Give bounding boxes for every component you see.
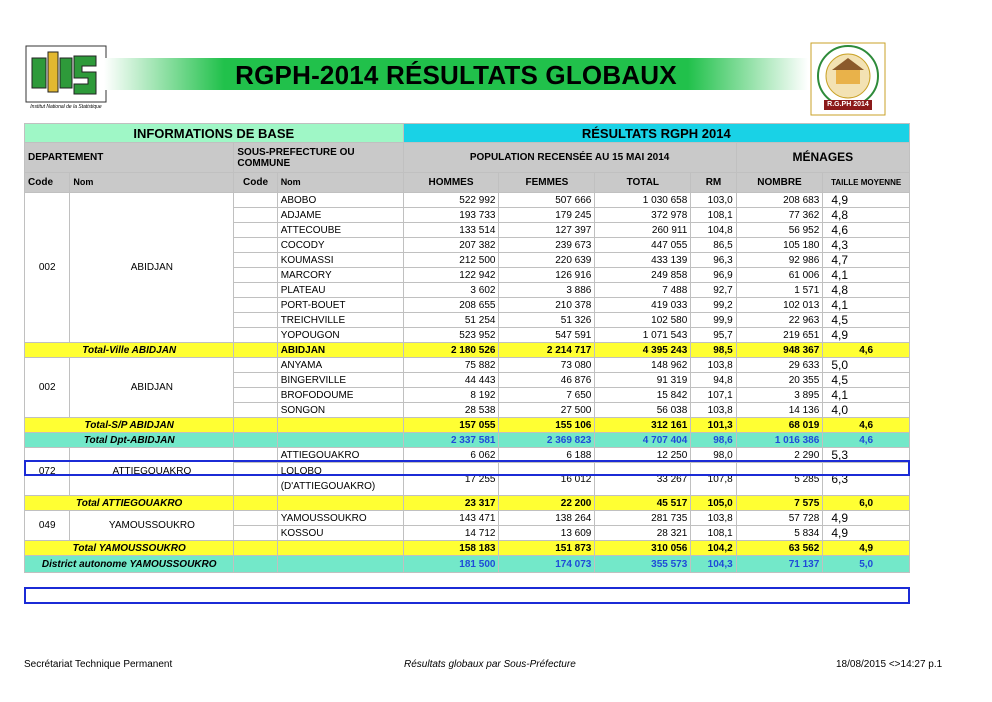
- footer-right: 18/08/2015 <>14:27 p.1: [836, 659, 943, 670]
- sp-nom: KOSSOU: [277, 526, 403, 541]
- femmes-cell: 2 369 823: [499, 433, 595, 448]
- femmes-cell: 126 916: [499, 268, 595, 283]
- sp-nom: TREICHVILLE: [277, 313, 403, 328]
- femmes-cell: 2 214 717: [499, 343, 595, 358]
- table-row: [25, 511, 910, 526]
- hommes-cell: 212 500: [403, 253, 499, 268]
- rm-cell: 107,8: [691, 463, 736, 496]
- sp-nom: MARCORY: [277, 268, 403, 283]
- femmes-cell: 73 080: [499, 358, 595, 373]
- rm-cell: 96,9: [691, 268, 736, 283]
- hommes-cell: 133 514: [403, 223, 499, 238]
- hdr-hommes: HOMMES: [403, 173, 499, 193]
- rm-cell: 103,8: [691, 511, 736, 526]
- hommes-cell: 208 655: [403, 298, 499, 313]
- hdr-rm: RM: [691, 173, 736, 193]
- sp-nom: COCODY: [277, 238, 403, 253]
- total-cell: 312 161: [595, 418, 691, 433]
- hommes-cell: 207 382: [403, 238, 499, 253]
- taille-cell: 4,6: [823, 418, 910, 433]
- rm-cell: 86,5: [691, 238, 736, 253]
- femmes-cell: 3 886: [499, 283, 595, 298]
- sp-nom: YAMOUSSOUKRO: [277, 511, 403, 526]
- femmes-cell: 138 264: [499, 511, 595, 526]
- sp-code: [234, 556, 277, 573]
- femmes-cell: 155 106: [499, 418, 595, 433]
- nombre-cell: 22 963: [736, 313, 823, 328]
- hommes-cell: 44 443: [403, 373, 499, 388]
- hdr-nom: Nom: [70, 173, 234, 193]
- femmes-cell: 7 650: [499, 388, 595, 403]
- nombre-cell: 102 013: [736, 298, 823, 313]
- nombre-cell: 61 006: [736, 268, 823, 283]
- nombre-cell: 3 895: [736, 388, 823, 403]
- taille-cell: 6,3: [823, 463, 910, 496]
- hommes-cell: 2 337 581: [403, 433, 499, 448]
- rgph-logo: [810, 42, 886, 116]
- sp-nom: ATTIEGOUAKRO: [277, 448, 403, 463]
- total-cell: 148 962: [595, 358, 691, 373]
- nombre-cell: 105 180: [736, 238, 823, 253]
- sp-code: [234, 388, 277, 403]
- total-row: [25, 418, 910, 433]
- sp-nom: ATTECOUBE: [277, 223, 403, 238]
- taille-cell: 4,3: [823, 238, 910, 253]
- nombre-cell: 71 137: [736, 556, 823, 573]
- hommes-cell: 14 712: [403, 526, 499, 541]
- sp-nom: [277, 541, 403, 556]
- nombre-cell: 948 367: [736, 343, 823, 358]
- rm-cell: 104,2: [691, 541, 736, 556]
- rm-cell: 104,3: [691, 556, 736, 573]
- hommes-cell: 75 882: [403, 358, 499, 373]
- nombre-cell: 5 285: [736, 463, 823, 496]
- hdr-taille: TAILLE MOYENNE: [823, 173, 910, 193]
- total-cell: 419 033: [595, 298, 691, 313]
- femmes-cell: 220 639: [499, 253, 595, 268]
- sp-code: [234, 283, 277, 298]
- rm-cell: 95,7: [691, 328, 736, 343]
- sp-nom: PLATEAU: [277, 283, 403, 298]
- nombre-cell: 208 683: [736, 193, 823, 208]
- total-cell: 310 056: [595, 541, 691, 556]
- total-cell: 1 071 543: [595, 328, 691, 343]
- total-cell: 372 978: [595, 208, 691, 223]
- femmes-cell: 547 591: [499, 328, 595, 343]
- nombre-cell: 7 575: [736, 496, 823, 511]
- hommes-cell: 122 942: [403, 268, 499, 283]
- sp-code: [234, 328, 277, 343]
- nombre-cell: 29 633: [736, 358, 823, 373]
- total-cell: 45 517: [595, 496, 691, 511]
- dept-nom: ATTIEGOUAKRO: [70, 448, 234, 496]
- rm-cell: 103,8: [691, 403, 736, 418]
- rm-cell: 96,3: [691, 253, 736, 268]
- total-label: Total YAMOUSSOUKRO: [25, 541, 234, 556]
- total-cell: 447 055: [595, 238, 691, 253]
- nombre-cell: 77 362: [736, 208, 823, 223]
- dept-nom: YAMOUSSOUKRO: [70, 511, 234, 541]
- sp-nom: [277, 433, 403, 448]
- rm-cell: 99,2: [691, 298, 736, 313]
- total-cell: 1 030 658: [595, 193, 691, 208]
- sp-nom: ABOBO: [277, 193, 403, 208]
- total-row: [25, 496, 910, 511]
- sp-nom: ADJAME: [277, 208, 403, 223]
- femmes-cell: 127 397: [499, 223, 595, 238]
- dept-code: 002: [25, 193, 70, 343]
- nombre-cell: 92 986: [736, 253, 823, 268]
- hommes-cell: 28 538: [403, 403, 499, 418]
- total-cell: 4 395 243: [595, 343, 691, 358]
- total-cell: 433 139: [595, 253, 691, 268]
- hommes-cell: 23 317: [403, 496, 499, 511]
- total-cell: 260 911: [595, 223, 691, 238]
- femmes-cell: 239 673: [499, 238, 595, 253]
- femmes-cell: 51 326: [499, 313, 595, 328]
- hommes-cell: 181 500: [403, 556, 499, 573]
- rm-cell: 108,1: [691, 526, 736, 541]
- total-cell: 56 038: [595, 403, 691, 418]
- rgph-logo-label: R.G.PH 2014: [827, 101, 869, 108]
- table-row: [25, 358, 910, 373]
- taille-cell: 4,9: [823, 541, 910, 556]
- taille-cell: 5,3: [823, 448, 910, 463]
- nombre-cell: 63 562: [736, 541, 823, 556]
- hommes-cell: 158 183: [403, 541, 499, 556]
- band-informations: INFORMATIONS DE BASE: [25, 124, 404, 143]
- rm-cell: 92,7: [691, 283, 736, 298]
- total-row: [25, 343, 910, 358]
- ins-logo: [24, 44, 108, 116]
- sp-code: [234, 358, 277, 373]
- rm-cell: 94,8: [691, 373, 736, 388]
- sp-nom: [277, 418, 403, 433]
- total-cell: 15 842: [595, 388, 691, 403]
- nombre-cell: 68 019: [736, 418, 823, 433]
- taille-cell: 4,6: [823, 433, 910, 448]
- sp-code: [234, 223, 277, 238]
- total-cell: 249 858: [595, 268, 691, 283]
- sp-code: [234, 343, 277, 358]
- total-label: Total Dpt-ABIDJAN: [25, 433, 234, 448]
- hommes-cell: 143 471: [403, 511, 499, 526]
- sp-nom: BINGERVILLE: [277, 373, 403, 388]
- rm-cell: 105,0: [691, 496, 736, 511]
- sp-nom: SONGON: [277, 403, 403, 418]
- total-label: Total ATTIEGOUAKRO: [25, 496, 234, 511]
- total-cell: 91 319: [595, 373, 691, 388]
- total-cell: 102 580: [595, 313, 691, 328]
- sp-code: [234, 253, 277, 268]
- page-title: RGPH-2014 RÉSULTATS GLOBAUX: [235, 60, 677, 90]
- hommes-cell: 522 992: [403, 193, 499, 208]
- sp-code: [234, 193, 277, 208]
- total-cell: 12 250: [595, 448, 691, 463]
- hommes-cell: 17 255: [403, 463, 499, 496]
- total-row: [25, 433, 910, 448]
- total-cell: 4 707 404: [595, 433, 691, 448]
- femmes-cell: 27 500: [499, 403, 595, 418]
- taille-cell: 4,7: [823, 253, 910, 268]
- dept-code: 049: [25, 511, 70, 541]
- total-cell: 28 321: [595, 526, 691, 541]
- taille-cell: 5,0: [823, 358, 910, 373]
- sp-code: [234, 526, 277, 541]
- nombre-cell: 20 355: [736, 373, 823, 388]
- femmes-cell: 16 012: [499, 463, 595, 496]
- sp-nom: ANYAMA: [277, 358, 403, 373]
- sp-code: [234, 418, 277, 433]
- nombre-cell: 2 290: [736, 448, 823, 463]
- hdr-nombre: NOMBRE: [736, 173, 823, 193]
- table-row: [25, 193, 910, 208]
- total-cell: 355 573: [595, 556, 691, 573]
- femmes-cell: 507 666: [499, 193, 595, 208]
- dept-code: 002: [25, 358, 70, 418]
- femmes-cell: 151 873: [499, 541, 595, 556]
- hommes-cell: 193 733: [403, 208, 499, 223]
- hommes-cell: 3 602: [403, 283, 499, 298]
- hdr-menages: MÉNAGES: [736, 143, 909, 173]
- total-label: District autonome YAMOUSSOUKRO: [25, 556, 234, 573]
- hdr-code2: Code: [234, 173, 277, 193]
- hdr-femmes: FEMMES: [499, 173, 595, 193]
- rm-cell: 104,8: [691, 223, 736, 238]
- nombre-cell: 1 016 386: [736, 433, 823, 448]
- highlight-box-dpt: [24, 460, 910, 476]
- sp-nom: YOPOUGON: [277, 328, 403, 343]
- taille-cell: 4,1: [823, 268, 910, 283]
- femmes-cell: 46 876: [499, 373, 595, 388]
- taille-cell: 4,8: [823, 283, 910, 298]
- dept-nom: ABIDJAN: [70, 193, 234, 343]
- sp-code: [234, 403, 277, 418]
- total-cell: 281 735: [595, 511, 691, 526]
- femmes-cell: 6 188: [499, 448, 595, 463]
- total-cell: 7 488: [595, 283, 691, 298]
- taille-cell: 4,5: [823, 313, 910, 328]
- rm-cell: 103,0: [691, 193, 736, 208]
- total-cell: 33 267: [595, 463, 691, 496]
- taille-cell: 4,6: [823, 223, 910, 238]
- taille-cell: 4,8: [823, 208, 910, 223]
- femmes-cell: 179 245: [499, 208, 595, 223]
- dept-nom: ABIDJAN: [70, 358, 234, 418]
- taille-cell: 4,9: [823, 328, 910, 343]
- rm-cell: 107,1: [691, 388, 736, 403]
- femmes-cell: 174 073: [499, 556, 595, 573]
- dept-code: 072: [25, 448, 70, 496]
- taille-cell: 4,1: [823, 388, 910, 403]
- rm-cell: 98,6: [691, 433, 736, 448]
- sp-code: [234, 511, 277, 526]
- rm-cell: 108,1: [691, 208, 736, 223]
- taille-cell: 4,9: [823, 526, 910, 541]
- sp-code: [234, 433, 277, 448]
- femmes-cell: 210 378: [499, 298, 595, 313]
- hdr-code: Code: [25, 173, 70, 193]
- sp-nom: KOUMASSI: [277, 253, 403, 268]
- sp-code: [234, 373, 277, 388]
- nombre-cell: 14 136: [736, 403, 823, 418]
- taille-cell: 4,9: [823, 193, 910, 208]
- results-table: [24, 123, 910, 573]
- sp-code: [234, 268, 277, 283]
- nombre-cell: 1 571: [736, 283, 823, 298]
- sp-nom: [277, 496, 403, 511]
- hommes-cell: 6 062: [403, 448, 499, 463]
- taille-cell: 4,0: [823, 403, 910, 418]
- hdr-total: TOTAL: [595, 173, 691, 193]
- sp-code: [234, 238, 277, 253]
- rm-cell: 98,5: [691, 343, 736, 358]
- taille-cell: 4,6: [823, 343, 910, 358]
- taille-cell: 4,1: [823, 298, 910, 313]
- total-label: Total-S/P ABIDJAN: [25, 418, 234, 433]
- femmes-cell: 13 609: [499, 526, 595, 541]
- nombre-cell: 219 651: [736, 328, 823, 343]
- rm-cell: 98,0: [691, 448, 736, 463]
- hommes-cell: 523 952: [403, 328, 499, 343]
- sp-nom-line2: (D'ATTIEGOUAKRO): [280, 481, 376, 492]
- footer-center: Résultats globaux par Sous-Préfecture: [404, 659, 576, 670]
- nombre-cell: 5 834: [736, 526, 823, 541]
- footer-left: Secrétariat Technique Permanent: [24, 659, 173, 670]
- femmes-cell: 22 200: [499, 496, 595, 511]
- total-row: [25, 556, 910, 573]
- hommes-cell: 51 254: [403, 313, 499, 328]
- sp-code: [234, 298, 277, 313]
- nombre-cell: 56 952: [736, 223, 823, 238]
- taille-cell: 4,5: [823, 373, 910, 388]
- sp-nom: ABIDJAN: [277, 343, 403, 358]
- sp-nom-line1: LOLOBO: [280, 466, 322, 477]
- sp-code: [234, 313, 277, 328]
- total-row: [25, 541, 910, 556]
- sp-nom: [277, 556, 403, 573]
- sp-code: [234, 541, 277, 556]
- taille-cell: 4,9: [823, 511, 910, 526]
- ins-logo-caption: Institut National de la Statistique: [30, 104, 102, 110]
- rm-cell: 101,3: [691, 418, 736, 433]
- total-label: Total-Ville ABIDJAN: [25, 343, 234, 358]
- hdr-nom2: Nom: [277, 173, 403, 193]
- nombre-cell: 57 728: [736, 511, 823, 526]
- hdr-departement: DEPARTEMENT: [25, 143, 234, 173]
- hommes-cell: 2 180 526: [403, 343, 499, 358]
- rm-cell: 99,9: [691, 313, 736, 328]
- taille-cell: 5,0: [823, 556, 910, 573]
- band-resultats: RÉSULTATS RGPH 2014: [403, 124, 909, 143]
- sp-nom: BROFODOUME: [277, 388, 403, 403]
- highlight-box-district: [24, 587, 910, 604]
- hdr-population: POPULATION RECENSÉE AU 15 MAI 2014: [403, 143, 736, 173]
- hdr-sousprefecture: SOUS-PREFECTURE OU COMMUNE: [234, 143, 403, 173]
- sp-nom: PORT-BOUET: [277, 298, 403, 313]
- sp-code: [234, 496, 277, 511]
- sp-code: [234, 208, 277, 223]
- taille-cell: 6,0: [823, 496, 910, 511]
- hommes-cell: 157 055: [403, 418, 499, 433]
- rm-cell: 103,8: [691, 358, 736, 373]
- hommes-cell: 8 192: [403, 388, 499, 403]
